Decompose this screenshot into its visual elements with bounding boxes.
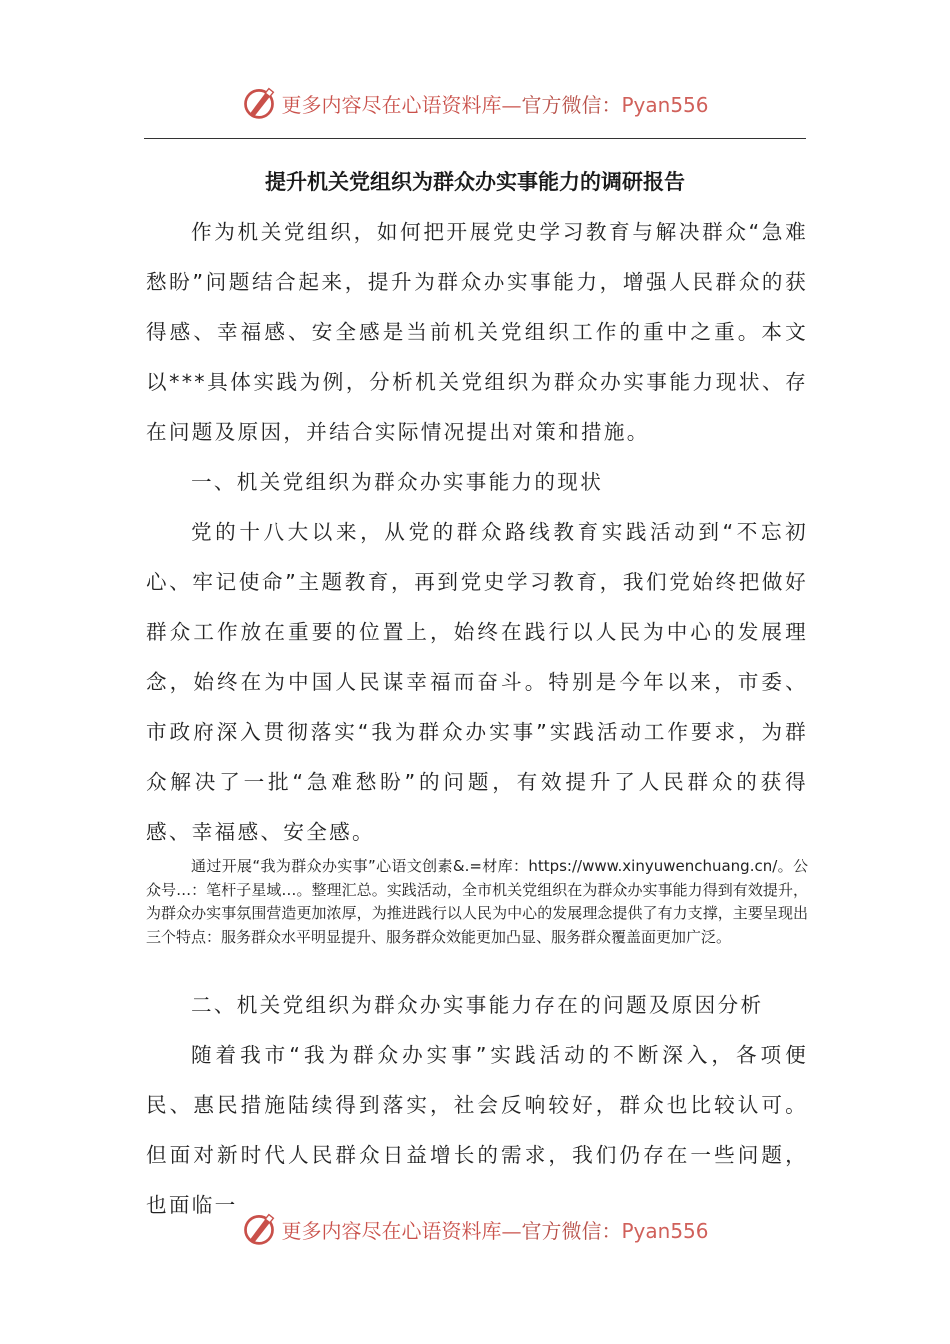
footer-wechat-label: 官方微信： xyxy=(521,1218,622,1243)
header-site-text: 更多内容尽在心语资料库 xyxy=(281,92,502,117)
paragraph-text: 通过开展“我为群众办实事”心语文创素&.=材库：https://www.xinyuwenchuang.cn/。公众号…：笔杆子星域…。整理汇总。实践活动，全市机关党组织在为群众办实事能力得到有效提升，为群众办实事氛围营造更加浓厚，为推进践行以人民为中心的发展理念提供了有力支撑，主要呈现出三个特点：服务群众水平明显提升、服务群众效能更加凸显、服务群众覆盖面更加广泛。 xyxy=(146,857,808,946)
section-heading-1 xyxy=(146,457,808,507)
footer-wechat-handle: Pyan556 xyxy=(621,1218,709,1243)
header-wechat-label: 官方微信： xyxy=(521,92,622,117)
section-heading-text: 一、机关党组织为群众办实事能力的现状 xyxy=(191,470,604,494)
pen-logo-icon xyxy=(241,1211,277,1247)
paragraph-problems xyxy=(146,1030,808,1230)
header-wechat-handle: Pyan556 xyxy=(621,92,709,117)
header-banner xyxy=(0,81,950,125)
header-dash: — xyxy=(501,92,522,117)
paragraph-status xyxy=(146,507,808,857)
paragraph-text: 作为机关党组织，如何把开展党史学习教育与解决群众“急难愁盼”问题结合起来，提升为群众办实事能力，增强人民群众的获得感、幸福感、安全感是当前机关党组织工作的重中之重。本文以***具体实践为例，分析机关党组织为群众办实事能力现状、存在问题及原因，并结合实际情况提出对策和措施。 xyxy=(146,220,808,444)
footer-banner-text xyxy=(281,1215,708,1244)
paragraph-text: 随着我市“我为群众办实事”实践活动的不断深入，各项便民、惠民措施陆续得到落实，社会反响较好，群众也比较认可。但面对新时代人民群众日益增长的需求，我们仍存在一些问题，也面临一 xyxy=(146,1043,808,1217)
section-heading-text: 二、机关党组织为群众办实事能力存在的问题及原因分析 xyxy=(191,993,764,1017)
paragraph-intro xyxy=(146,207,808,457)
paragraph-small-print xyxy=(146,855,808,949)
footer-banner xyxy=(0,1207,950,1251)
document-title: 提升机关党组织为群众办实事能力的调研报告 xyxy=(265,170,685,194)
pen-logo-icon xyxy=(241,85,277,121)
footer-dash: — xyxy=(501,1218,522,1243)
section-heading-2 xyxy=(146,980,808,1030)
footer-site-text: 更多内容尽在心语资料库 xyxy=(281,1218,502,1243)
header-banner-text xyxy=(281,89,708,118)
header-divider xyxy=(144,138,806,139)
paragraph-text: 党的十八大以来，从党的群众路线教育实践活动到“不忘初心、牢记使命”主题教育，再到党史学习教育，我们党始终把做好群众工作放在重要的位置上，始终在践行以人民为中心的发展理念，始终在为中国人民谋幸福而奋斗。特别是今年以来，市委、市政府深入贯彻落实“我为群众办实事”实践活动工作要求，为群众解决了一批“急难愁盼”的问题，有效提升了人民群众的获得感、幸福感、安全感。 xyxy=(146,520,808,844)
